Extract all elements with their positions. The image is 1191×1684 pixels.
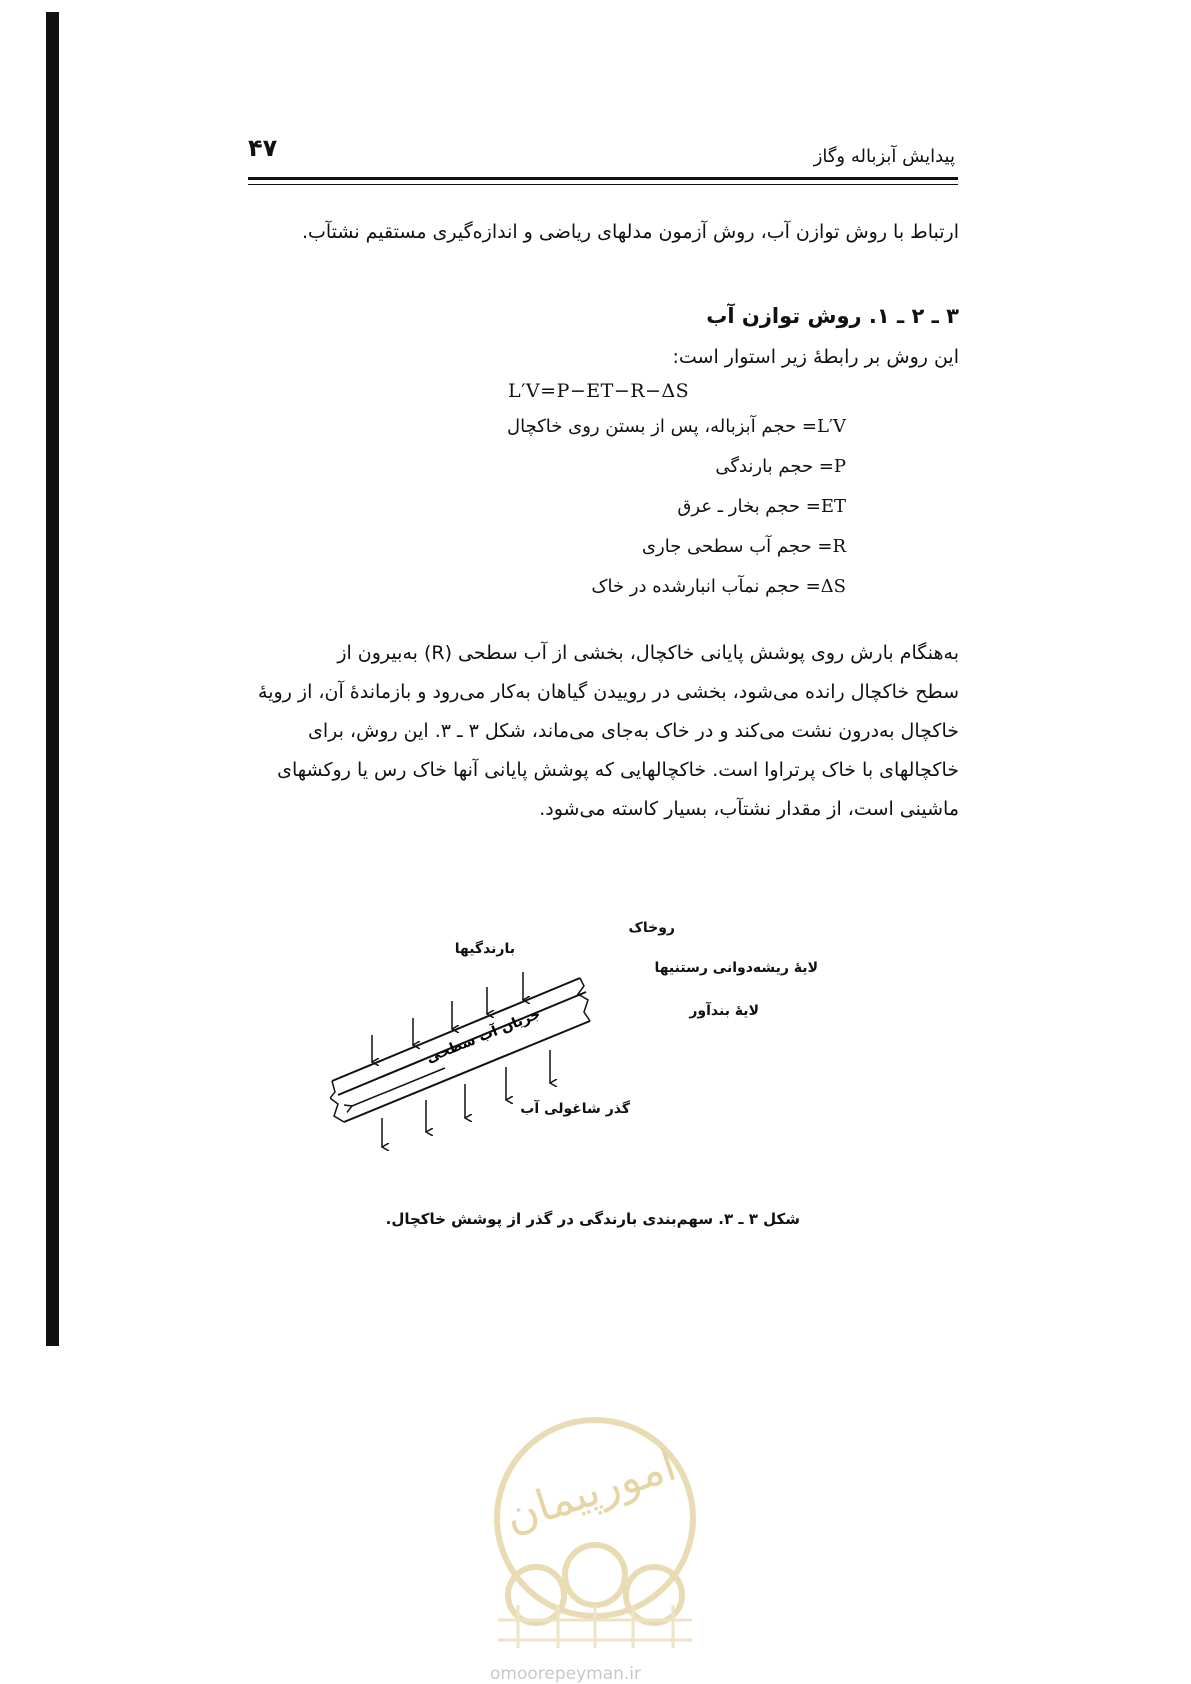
scan-edge-bar [46,12,59,1346]
definition-text: = حجم آبزباله، پس از بستن روی خاکچال [507,416,817,437]
definition-symbol: ΔS [820,576,846,597]
definition-symbol: R [832,536,846,557]
barrier-layer-label: لایهٔ بندآور [689,1003,759,1019]
surface-flow-label: جریان آب سطحی [424,1006,543,1067]
definition-symbol: P [833,456,846,477]
definition-text: = حجم بخار ـ عرق [677,496,821,517]
percolation-label: گذر شاغولی آب [520,1101,630,1117]
root-layer-label: لایهٔ ریشه‌دوانی رستنیها [654,960,818,976]
cover-surface-line [332,978,580,1081]
definition-text: = حجم آب سطحی جاری [641,536,833,557]
definition-text: = حجم نمآب انبارشده در خاک [591,576,821,597]
formula-intro: این روش بر رابطهٔ زیر استوار است: [672,346,959,368]
paragraph-line: سطح خاکچال رانده می‌شود، بخشی در روییدن گیاهان به‌کار می‌رود و بازماندهٔ آن، از رویهٔ [258,681,959,703]
intro-line: ارتباط با روش توازن آب، روش آزمون مدلهای ریاضی و اندازه‌گیری مستقیم نشتآب. [301,221,959,243]
definition-lv [507,416,846,437]
definition-et [677,496,846,517]
watermark-logo-text: امورپیمان [498,1439,683,1543]
figure-caption: شکل ۳ ـ ۳. سهم‌بندی بارندگی در گذر از پوشش خاکچال. [385,1210,800,1228]
definition-symbol: L′V [816,416,846,437]
definition-ds [591,576,846,597]
section-number: ۳ ـ ۲ ـ ۱. [868,304,959,328]
watermark-logo [478,1400,712,1650]
watermark-url: omoorepeyman.ir [490,1664,642,1684]
paragraph-line: به‌هنگام بارش روی پوشش پایانی خاکچال، بخشی از آب سطحی (R) به‌بیرون از [337,642,959,664]
page-number: ۴۷ [248,134,278,162]
paragraph-line: ماشینی است، از مقدار نشتآب، بسیار کاسته می‌شود. [539,798,959,820]
running-title: پیدایش آبزباله وگاز [813,146,955,167]
definition-p [715,456,846,477]
definition-symbol: ET [820,496,846,517]
section-title: روش توازن آب [706,304,862,328]
precipitation-label: بارندگیها [454,941,515,957]
paragraph-line: خاکچالهای با خاک پرتراوا است. خاکچالهایی که پوشش پایانی آنها خاک رس یا روکشهای [277,759,959,781]
header-rule-thin [248,184,958,185]
body-paragraph [233,634,959,829]
header-rule [248,177,958,180]
definition-r [642,536,846,557]
break-left [330,1081,344,1122]
definition-text: = حجم بارندگی [715,456,834,477]
section-heading [706,304,959,328]
paragraph-line: خاکچال به‌درون نشت می‌کند و در خاک به‌جای می‌ماند، شکل ۳ ـ ۳. این روش، برای [307,720,959,742]
break-right [578,978,590,1021]
water-balance-equation: L′V=P−ET−R−ΔS [508,380,690,402]
topsoil-label: روخاک [628,920,675,936]
